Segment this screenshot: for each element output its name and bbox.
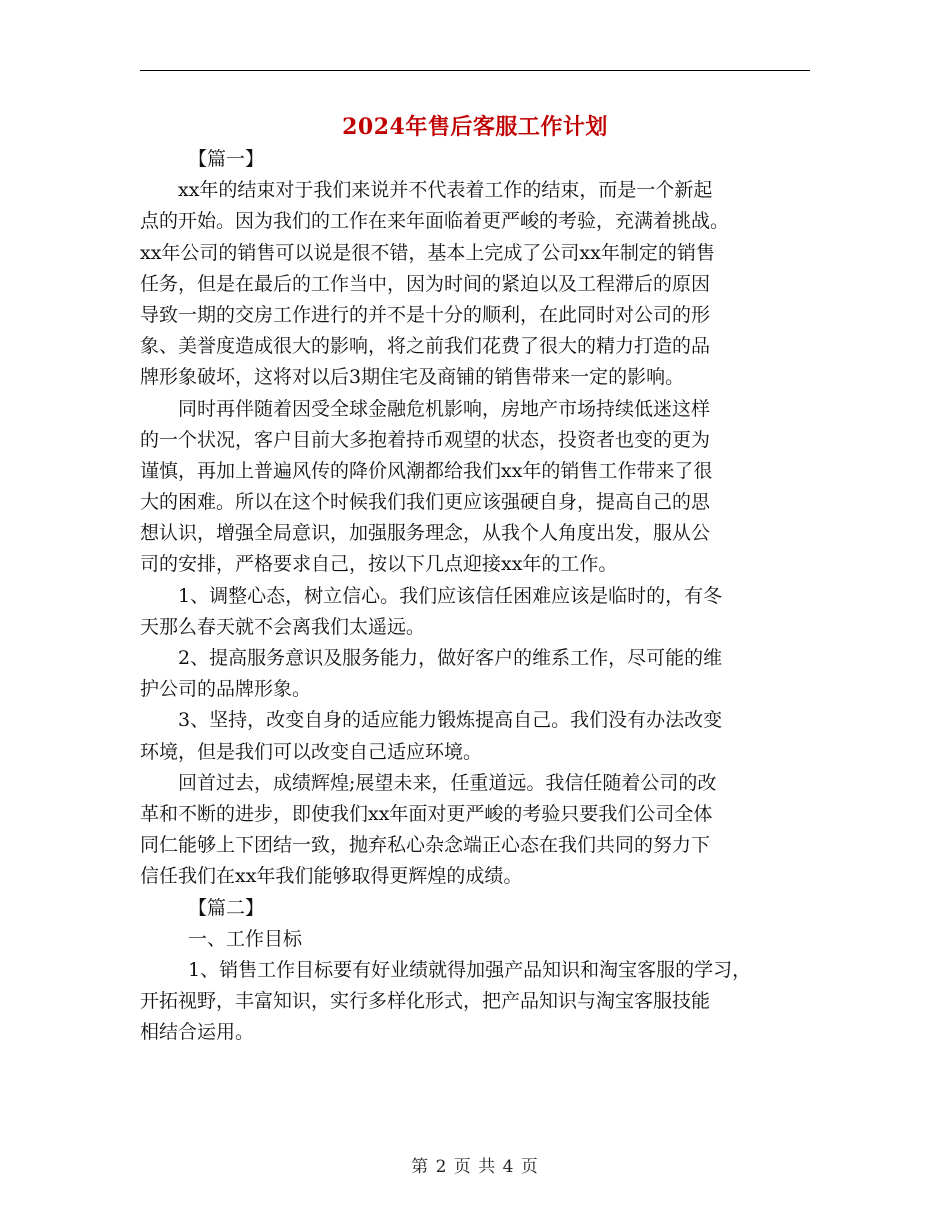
paragraph-line: 点的开始。因为我们的工作在来年面临着更严峻的考验，充满着挑战。: [140, 210, 730, 233]
header-rule: [140, 70, 810, 71]
paragraph-line: 大的困难。所以在这个时候我们我们更应该强硬自身，提高自己的思: [140, 491, 711, 514]
paragraph-line: 相结合运用。: [140, 1021, 255, 1044]
document-title: 2024年售后客服工作计划: [342, 114, 608, 140]
paragraph-line: 导致一期的交房工作进行的并不是十分的顺利，在此同时对公司的形: [140, 303, 711, 326]
paragraph-line: 革和不断的进步，即使我们xx年面对更严峻的考验只要我们公司全体: [140, 802, 713, 825]
page-footer: 第 2 页 共 4 页: [411, 1157, 539, 1177]
section-heading: 【篇一】: [188, 148, 265, 170]
subsection-heading: 一、工作目标: [188, 927, 303, 950]
paragraph-line: 司的安排，严格要求自己，按以下几点迎接xx年的工作。: [140, 553, 618, 576]
list-item-line: 天那么春天就不会离我们太遥远。: [140, 615, 426, 638]
list-item-line: 护公司的品牌形象。: [140, 678, 312, 701]
paragraph-line: 想认识，增强全局意识，加强服务理念，从我个人角度出发，服从公: [140, 522, 711, 545]
paragraph-line: 谨慎，再加上普遍风传的降价风潮都给我们xx年的销售工作带来了很: [140, 459, 713, 482]
list-item-line: 1、调整心态，树立信心。我们应该信任困难应该是临时的，有冬: [178, 584, 723, 607]
paragraph-line: 同时再伴随着因受全球金融危机影响，房地产市场持续低迷这样: [178, 397, 711, 420]
paragraph-line: 的一个状况，客户目前大多抱着持币观望的状态，投资者也变的更为: [140, 428, 711, 451]
paragraph-line: 同仁能够上下团结一致，抛弃私心杂念端正心态在我们共同的努力下: [140, 834, 711, 857]
paragraph-line: xx年公司的销售可以说是很不错，基本上完成了公司xx年制定的销售: [140, 241, 715, 264]
paragraph-line: 牌形象破坏，这将对以后3期住宅及商铺的销售带来一定的影响。: [140, 366, 685, 389]
paragraph-line: xx年的结束对于我们来说并不代表着工作的结束，而是一个新起: [178, 179, 713, 202]
paragraph-line: 开拓视野，丰富知识，实行多样化形式，把产品知识与淘宝客服技能: [140, 990, 711, 1013]
list-item-line: 环境，但是我们可以改变自己适应环境。: [140, 740, 483, 763]
list-item-line: 2、提高服务意识及服务能力，做好客户的维系工作，尽可能的维: [178, 647, 723, 669]
paragraph-line: 信任我们在xx年我们能够取得更辉煌的成绩。: [140, 865, 523, 888]
section-heading: 【篇二】: [188, 896, 265, 919]
paragraph-line: 任务，但是在最后的工作当中，因为时间的紧迫以及工程滞后的原因: [140, 272, 711, 295]
paragraph-line: 象、美誉度造成很大的影响，将之前我们花费了很大的精力打造的品: [140, 335, 711, 358]
document-body: [140, 144, 815, 1048]
list-item-line: 3、坚持，改变自身的适应能力锻炼提高自己。我们没有办法改变: [178, 709, 723, 732]
paragraph-line: 1、销售工作目标要有好业绩就得加强产品知识和淘宝客服的学习，: [188, 958, 752, 981]
paragraph-line: 回首过去，成绩辉煌;展望未来，任重道远。我信任随着公司的改: [178, 771, 717, 794]
